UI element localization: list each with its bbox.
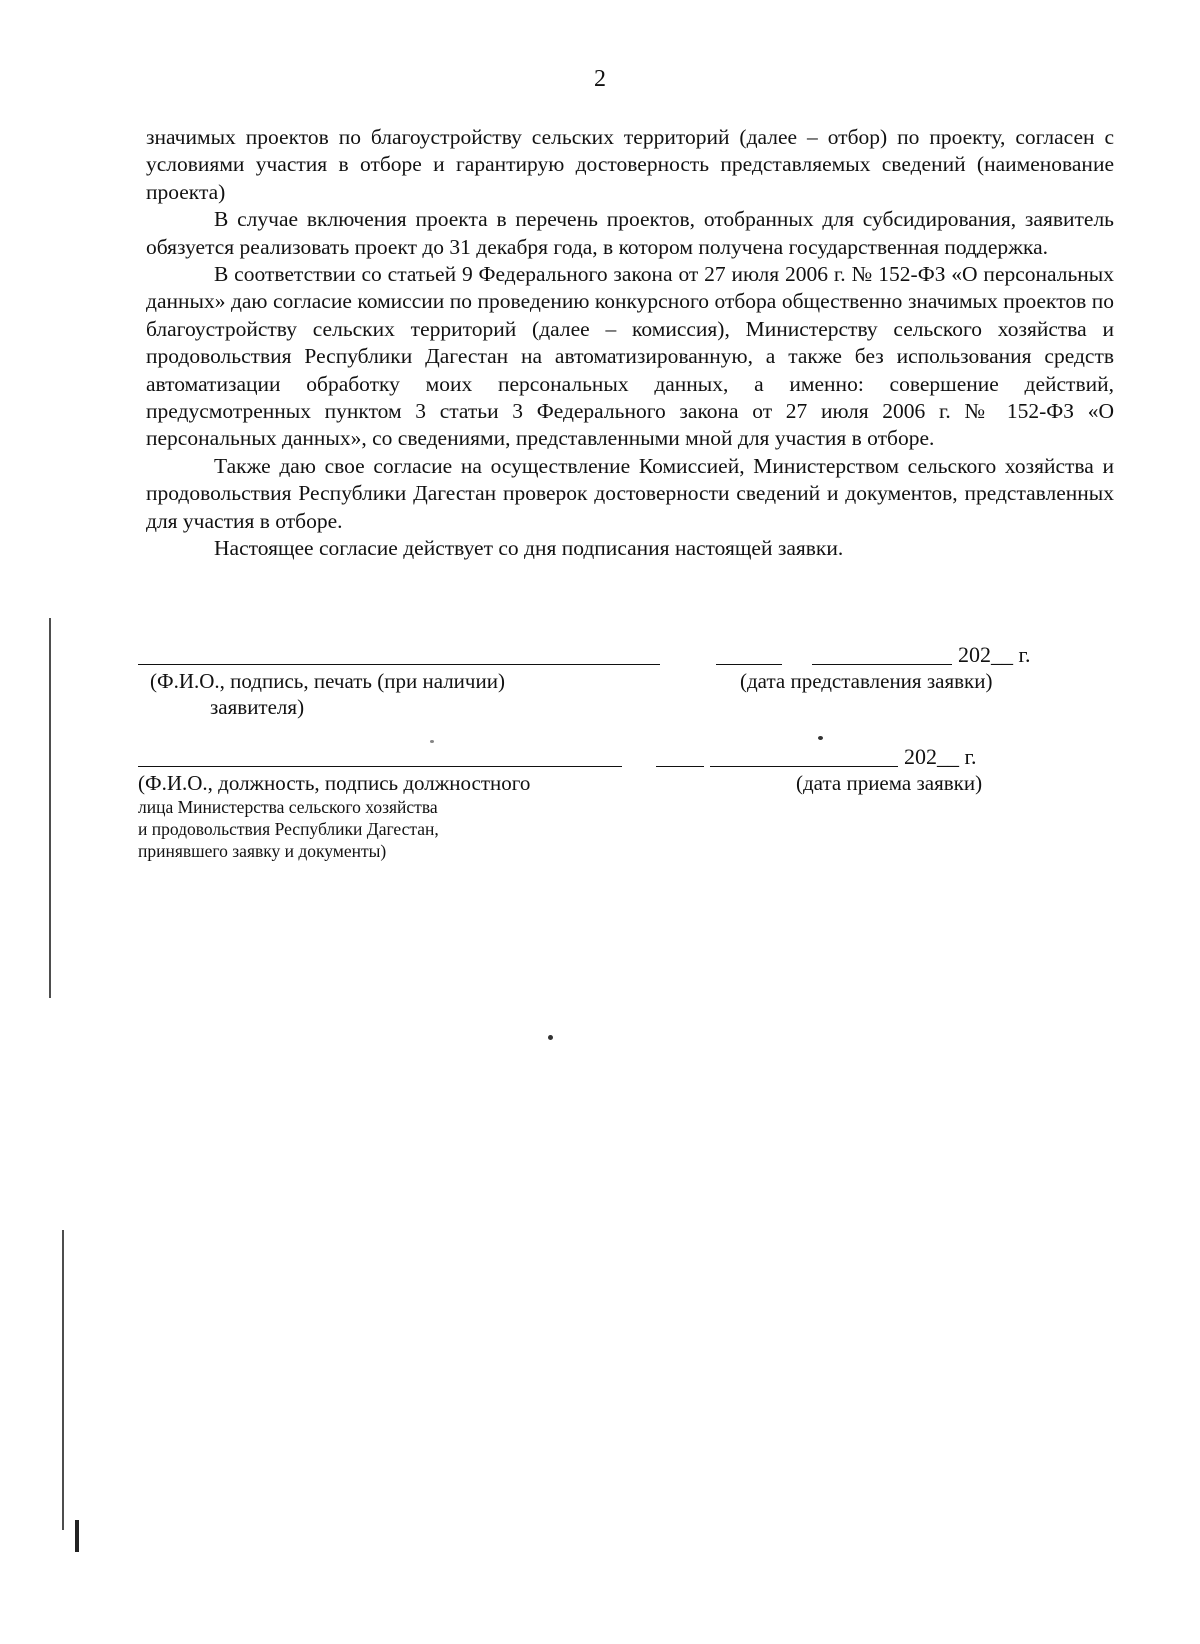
page-number: 2 [594,66,606,92]
applicant-month-line [812,664,952,665]
official-day-line [656,766,704,767]
official-month-line [710,766,898,767]
applicant-name-caption-cont: заявителя) [210,695,305,719]
scan-speck [548,1035,553,1040]
paragraph-personal-data-consent: В соответствии со статьей 9 Федерального закона от 27 июля 2006 г. № 152-ФЗ «О персональных данных» даю согласие комиссии по проведению конкурсного отбора общественно значимых проектов по благоустройству сельских территорий (далее – комиссия), Министерству сельского хозяйства и продовольствия Республики Дагестан на автоматизированную, а также без использования средств автоматизации обработку моих персональных данных, а именно: совершение действий, предусмотренных пунктом 3 статьи 3 Федерального закона от 27 июля 2006 г. № 152-ФЗ «О персональных данных», со сведениями, представленными мной для участия в отборе. [146,262,1114,451]
paragraph-validity: Настоящее согласие действует со дня подписания настоящей заявки. [214,536,844,561]
official-date-caption: (дата приема заявки) [796,771,983,795]
paragraph-verification-consent: Также даю свое согласие на осуществление Комиссией, Министерством сельского хозяйства и продовольствия Республики Дагестан проверок достоверности сведений и документов, представленных для участия в отборе. [146,453,1114,533]
applicant-name-caption: (Ф.И.О., подпись, печать (при наличии) [150,669,505,693]
official-details-line-2: и продовольствия Республики Дагестан, [138,819,439,839]
official-name-caption: (Ф.И.О., должность, подпись должностного [138,771,531,795]
official-details-line-1: лица Министерства сельского хозяйства [138,797,438,817]
applicant-day-line [716,664,782,665]
scan-margin-mark [75,1520,79,1552]
document-body [146,124,1114,563]
scan-margin-mark [62,1230,64,1530]
applicant-date-caption: (дата представления заявки) [740,669,993,693]
paragraph-obligation: В случае включения проекта в перечень проектов, отобранных для субсидирования, заявитель обязуется реализовать проект до 31 декабря года, в котором получена государственная поддержка. [146,207,1114,259]
scan-margin-mark [49,618,51,998]
scan-speck [818,736,823,740]
official-details-line-3: принявшего заявку и документы) [138,841,387,861]
applicant-year: 202__ г. [958,642,1031,667]
official-year: 202__ г. [904,744,977,769]
scan-speck [430,740,434,743]
paragraph-continuation: значимых проектов по благоустройству сельских территорий (далее – отбор) по проекту, согласен с условиями участия в отборе и гарантирую достоверность представляемых сведений (наименование проекта) [146,125,1114,204]
official-name-line [138,766,622,767]
applicant-name-line [138,664,660,665]
